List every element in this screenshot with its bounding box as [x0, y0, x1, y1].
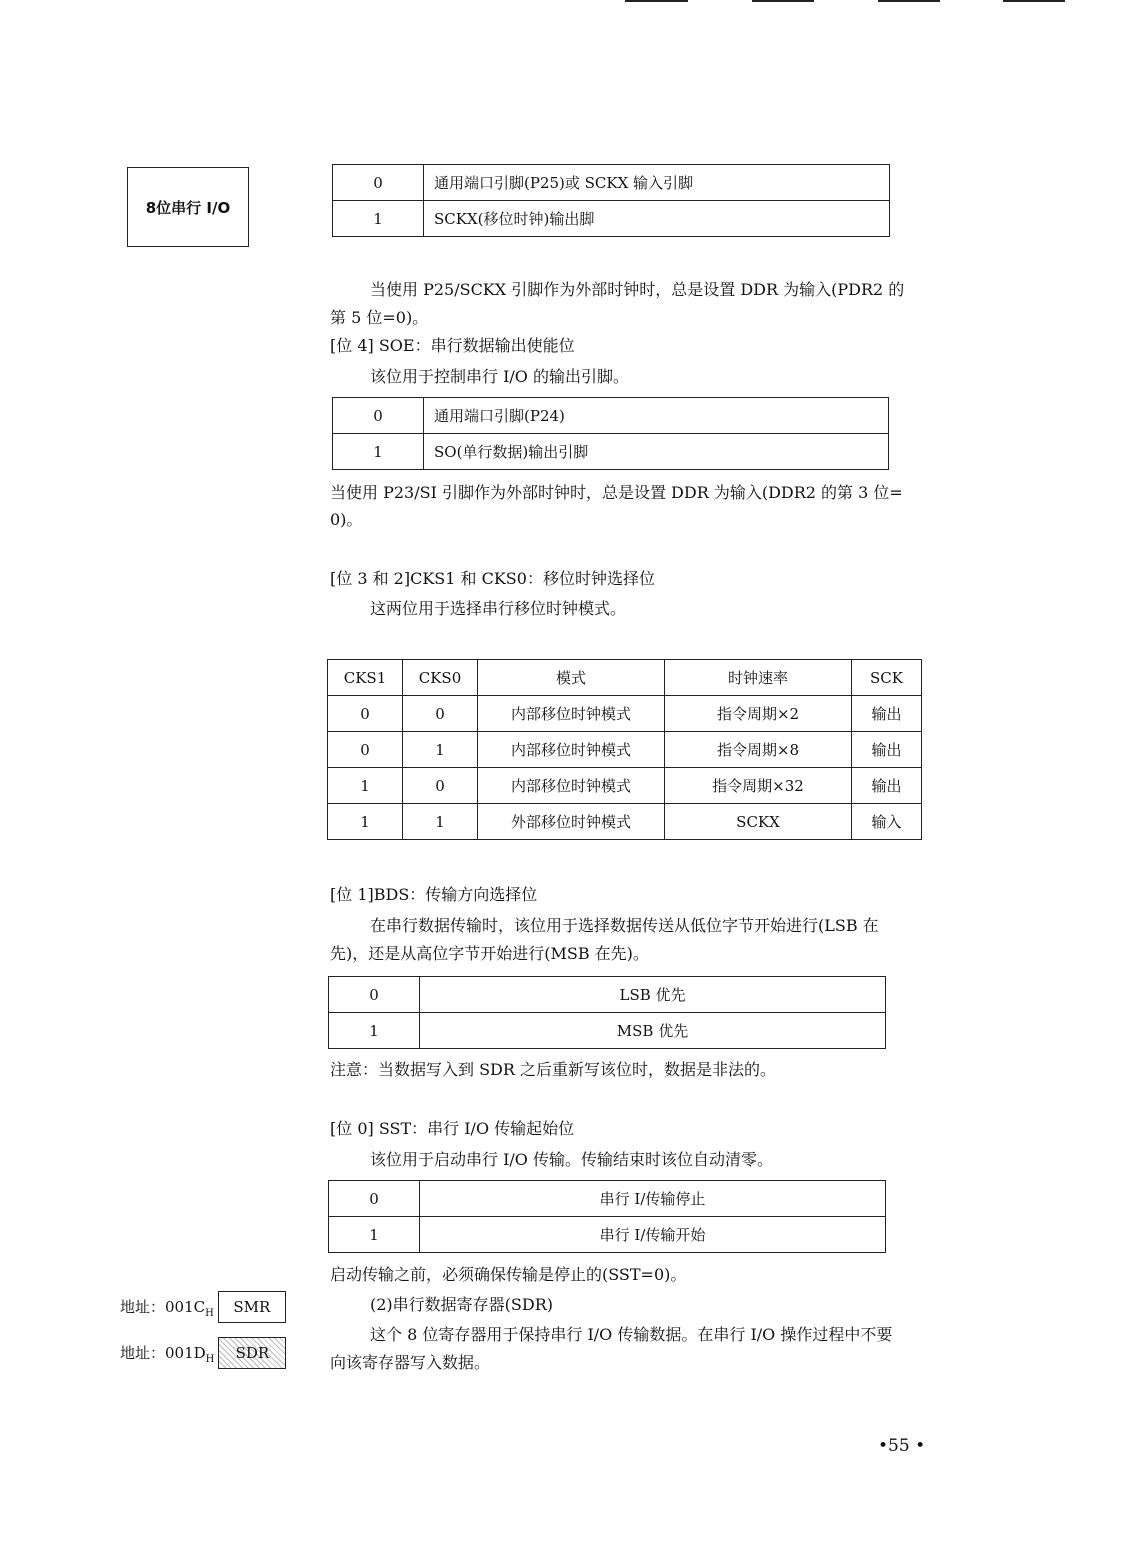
- paragraph: 这两位用于选择串行移位时钟模式。: [370, 599, 627, 618]
- address-sdr: [120, 1337, 286, 1369]
- top-rule: [1003, 0, 1065, 2]
- register-box-sdr: SDR: [218, 1337, 286, 1369]
- table-row: 1 1 外部移位时钟模式 SCKX 输入: [328, 804, 922, 840]
- paragraph: 在串行数据传输时，该位用于选择数据传送从低位字节开始进行(LSB 在: [370, 916, 879, 935]
- address-label: 地址：$001C_H$: [120, 1297, 214, 1319]
- paragraph: 第 5 位=0)。: [330, 308, 429, 327]
- bit0-heading: [位 0] SST：串行 I/O 传输起始位: [330, 1119, 575, 1138]
- paragraph: 当使用 P23/SI 引脚作为外部时钟时，总是设置 DDR 为输入(DDR2 的第 3 位=: [330, 483, 903, 502]
- paragraph: 这个 8 位寄存器用于保持串行 I/O 传输数据。在串行 I/O 操作过程中不要: [370, 1325, 893, 1344]
- paragraph: 启动传输之前，必须确保传输是停止的(SST=0)。: [330, 1265, 687, 1284]
- sckx-table: [332, 164, 890, 237]
- page-number: •55 •: [878, 1436, 926, 1456]
- paragraph: 该位用于启动串行 I/O 传输。传输结束时该位自动清零。: [370, 1150, 774, 1169]
- sdr-heading: (2)串行数据寄存器(SDR): [370, 1295, 553, 1314]
- register-box-smr: SMR: [218, 1291, 286, 1323]
- paragraph: 当使用 P25/SCKX 引脚作为外部时钟时，总是设置 DDR 为输入(PDR2 的: [370, 280, 905, 299]
- table-row: 0 LSB 优先: [329, 977, 886, 1013]
- table-row: 0 串行 I/传输停止: [329, 1181, 886, 1217]
- address-smr: [120, 1291, 286, 1323]
- table-row: 0 0 内部移位时钟模式 指令周期×2 输出: [328, 696, 922, 732]
- top-rule: [625, 0, 688, 2]
- bit32-heading: [位 3 和 2]CKS1 和 CKS0：移位时钟选择位: [330, 569, 655, 588]
- table-row: 0 通用端口引脚(P25)或 SCKX 输入引脚: [333, 165, 890, 201]
- clock-select-table: [327, 659, 922, 840]
- table-row: 1 MSB 优先: [329, 1013, 886, 1049]
- table-row: 1 SCKX(移位时钟)输出脚: [333, 201, 890, 237]
- top-rule: [878, 0, 940, 2]
- address-label: 地址：$001D_H$: [120, 1343, 215, 1365]
- note: 注意：当数据写入到 SDR 之后重新写该位时，数据是非法的。: [330, 1060, 777, 1079]
- sst-table: [328, 1180, 886, 1253]
- table-row: 0 1 内部移位时钟模式 指令周期×8 输出: [328, 732, 922, 768]
- soe-table: [332, 397, 889, 470]
- table-row: 1 串行 I/传输开始: [329, 1217, 886, 1253]
- table-row: 1 0 内部移位时钟模式 指令周期×32 输出: [328, 768, 922, 804]
- bit4-heading: [位 4] SOE：串行数据输出使能位: [330, 336, 575, 355]
- bds-table: [328, 976, 886, 1049]
- paragraph: 0)。: [330, 510, 363, 529]
- top-rule: [752, 0, 814, 2]
- section-label: 8位串行 I/O: [127, 167, 249, 247]
- bit1-heading: [位 1]BDS：传输方向选择位: [330, 885, 538, 904]
- table-row: 1 SO(单行数据)输出引脚: [333, 434, 889, 470]
- paragraph: 该位用于控制串行 I/O 的输出引脚。: [370, 367, 630, 386]
- paragraph: 向该寄存器写入数据。: [330, 1353, 491, 1372]
- table-header-row: CKS1 CKS0 模式 时钟速率 SCK: [328, 660, 922, 696]
- paragraph: 先)，还是从高位字节开始进行(MSB 在先)。: [330, 944, 649, 963]
- table-row: 0 通用端口引脚(P24): [333, 398, 889, 434]
